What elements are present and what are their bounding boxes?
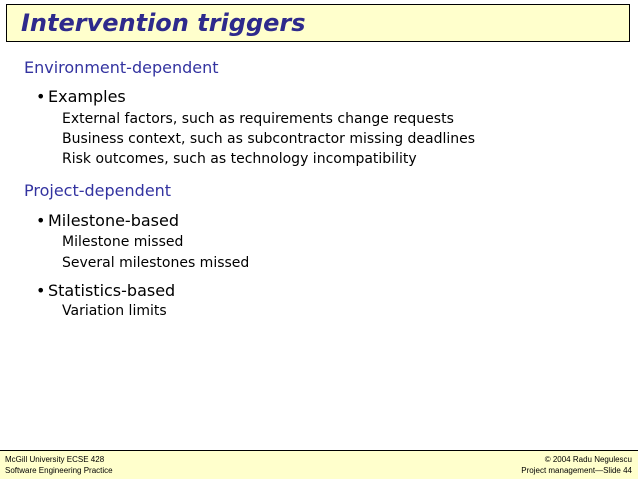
section-heading-project: Project-dependent xyxy=(24,181,172,200)
list-item: Variation limits xyxy=(62,303,167,319)
bullet-milestone xyxy=(36,211,179,231)
bullet-statistics xyxy=(36,281,175,301)
section-heading-environment: Environment-dependent xyxy=(24,58,219,77)
list-item: External factors, such as requirements change requests xyxy=(62,111,454,127)
bullet-glyph: • xyxy=(36,87,46,106)
slide-title: Intervention triggers xyxy=(21,9,306,37)
list-item: Milestone missed xyxy=(62,234,184,250)
bullet-label: Milestone-based xyxy=(48,211,179,230)
footer-right xyxy=(521,454,632,476)
list-item: Business context, such as subcontractor missing deadlines xyxy=(62,131,476,147)
list-item: Risk outcomes, such as technology incompatibility xyxy=(62,151,417,167)
footer-course-subtitle: Software Engineering Practice xyxy=(5,466,113,475)
footer-course: McGill University ECSE 428 xyxy=(5,455,105,464)
bullet-label: Statistics-based xyxy=(48,281,176,300)
footer-left xyxy=(5,454,113,476)
list-item: Several milestones missed xyxy=(62,255,250,271)
footer-copyright: © 2004 Radu Negulescu xyxy=(544,455,632,464)
bullet-examples xyxy=(36,87,126,107)
footer-slide-number: Project management—Slide 44 xyxy=(521,466,632,475)
footer-bar xyxy=(0,450,638,479)
bullet-glyph: • xyxy=(36,211,46,230)
bullet-label: Examples xyxy=(48,87,126,106)
bullet-glyph: • xyxy=(36,281,46,300)
